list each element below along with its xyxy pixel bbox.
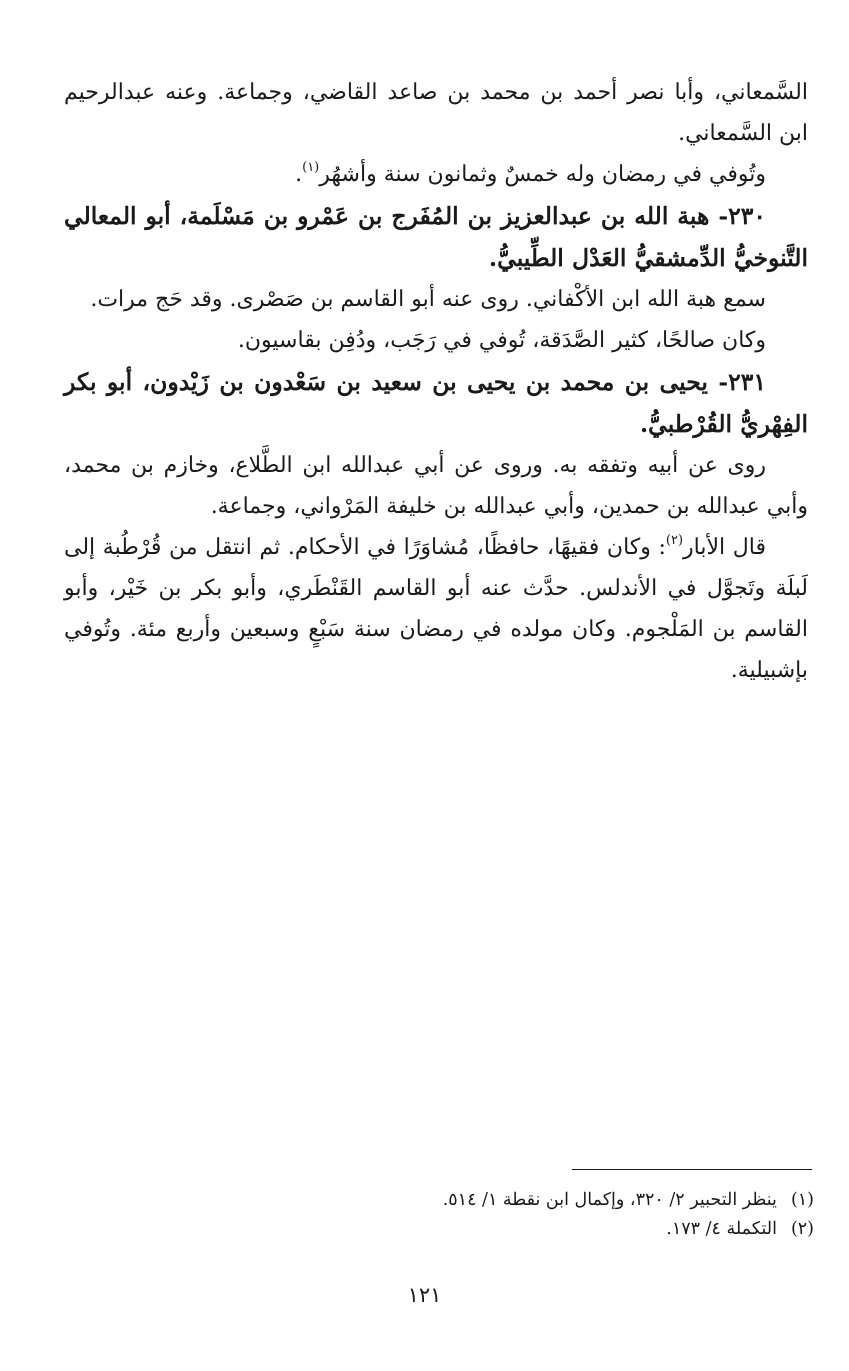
footnote-text: ينظر التحبير ٢/ ٣٢٠، وإكمال ابن نقطة ١/ ٥١٤. <box>442 1190 777 1210</box>
entry-heading-231 <box>64 361 808 445</box>
death-note-end: . <box>295 162 303 187</box>
entry-title-231: يحيى بن محمد بن يحيى بن سعيد بن سَعْدون بن زَيْدون، أبو بكر الفِهْريُّ القُرْطبيُّ. <box>64 368 808 438</box>
footnote-item <box>64 1215 814 1244</box>
footnote-reference[interactable]: (١) <box>302 160 320 175</box>
entry-231-quote-start: قال الأبار <box>683 535 766 560</box>
footnote-reference[interactable]: (٢) <box>665 533 684 548</box>
entry-231-quote-rest: : وكان فقيهًا، حافظًا، مُشاوَرًا في الأحكام. ثم انتقل من قُرْطُبة إلى لَبلَة وتَجوَّل في الأندلس. حدَّث عنه أبو القاسم القَنْطَري، وأبو بكر بن خَيْر، وأبو القاسم بن المَلْجوم. وكان مولده في رمضان سنة سَبْعٍ وسبعين وأربع مئة. وتُوفي بإشبيلية. <box>64 535 808 683</box>
entry-231-paragraph-2 <box>64 527 808 691</box>
entry-number-231: ٢٣١- <box>718 368 766 396</box>
paragraph-continuation: السَّمعاني، وأبا نصر أحمد بن محمد بن صاعد القاضي، وجماعة. وعنه عبدالرحيم ابن السَّمعاني. <box>64 80 808 146</box>
footnote-text: التكملة ٤/ ١٧٣. <box>666 1219 777 1239</box>
main-text <box>64 72 808 691</box>
entry-heading-230 <box>64 195 808 279</box>
paragraph-death-note <box>64 154 808 195</box>
entry-231-paragraph-1: روى عن أبيه وتفقه به. وروى عن أبي عبدالله ابن الطَّلاع، وخازم بن محمد، وأبي عبدالله بن حمدين، وأبي عبدالله بن خليفة المَرْواني، وجماعة. <box>64 453 808 519</box>
entry-title-230: هبة الله بن عبدالعزيز بن المُفَرج بن عَمْرو بن مَسْلَمة، أبو المعالي التَّنوخيُّ الدِّمشقيُّ العَدْل الطِّيبيُّ. <box>64 202 808 272</box>
footnote-marker: (٢) <box>790 1219 814 1239</box>
death-note-text: وتُوفي في رمضان وله خمسٌ وثمانون سنة وأشهُر <box>319 162 766 187</box>
entry-230-paragraph-2: وكان صالحًا، كثير الصَّدَقة، تُوفي في رَجَب، ودُفِن بقاسيون. <box>237 328 766 353</box>
footnote-marker: (١) <box>790 1190 814 1210</box>
page-number: ١٢١ <box>407 1283 442 1307</box>
entry-number-230: ٢٣٠- <box>718 202 766 230</box>
footnote-divider <box>572 1169 812 1170</box>
entry-230-paragraph-1: سمع هبة الله ابن الأكْفاني. روى عنه أبو القاسم بن صَصْرى. وقد حَج مرات. <box>90 287 766 312</box>
footnotes <box>64 1186 814 1244</box>
footnote-item <box>64 1186 814 1215</box>
